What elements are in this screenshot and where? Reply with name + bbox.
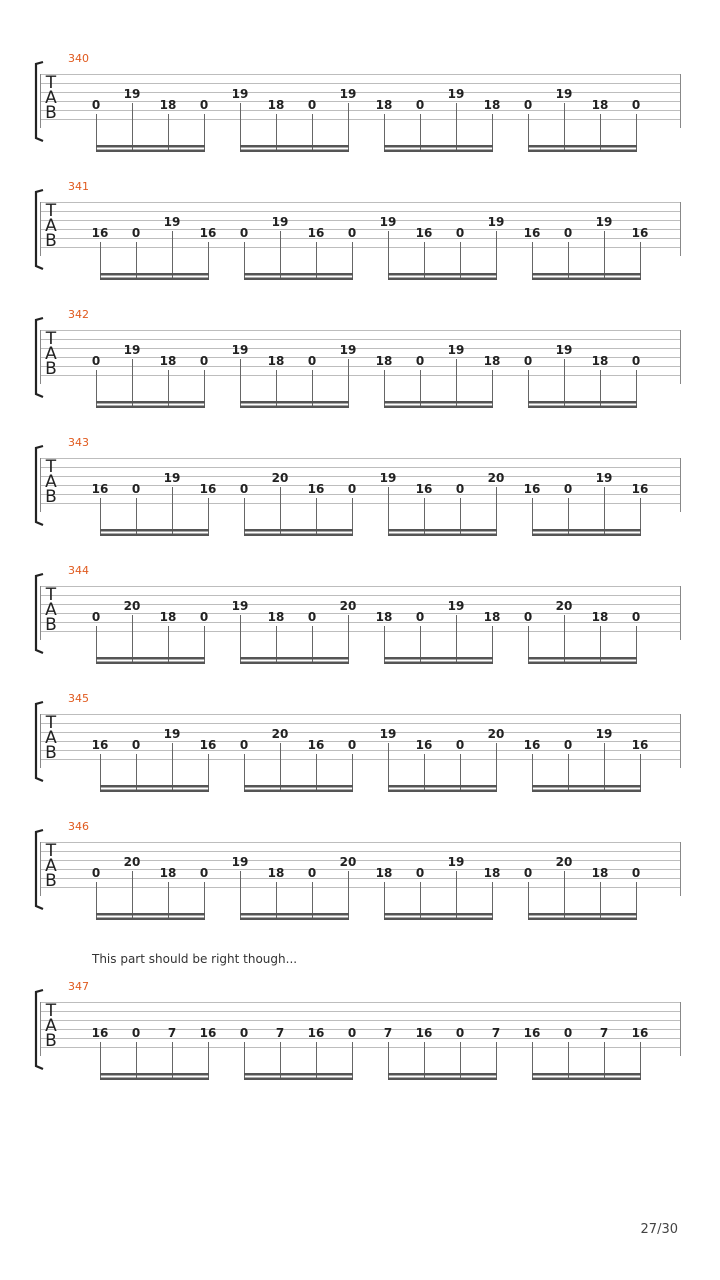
beam (244, 790, 353, 793)
measure-number: 346 (68, 820, 89, 833)
beam (384, 657, 493, 660)
measure-number: 344 (68, 564, 89, 577)
tab-note: 0 (523, 354, 533, 368)
beam (532, 273, 641, 276)
tab-clef-letter: B (45, 743, 57, 763)
tab-note: 19 (339, 87, 357, 101)
tab-note: 16 (199, 482, 217, 496)
measure-number: 345 (68, 692, 89, 705)
tab-note: 19 (163, 471, 181, 485)
tab-note: 7 (491, 1026, 501, 1040)
tab-note: 16 (307, 738, 325, 752)
tab-clef-letter: A (45, 344, 57, 364)
tab-note: 0 (131, 482, 141, 496)
tab-note: 20 (487, 471, 505, 485)
beam (100, 1078, 209, 1081)
beam (240, 406, 349, 409)
tab-note: 0 (347, 738, 357, 752)
beam (240, 145, 349, 148)
beam (528, 150, 637, 153)
tab-note: 18 (591, 610, 609, 624)
beam (388, 534, 497, 537)
tab-note: 19 (447, 855, 465, 869)
beam (100, 529, 209, 532)
beam (384, 662, 493, 665)
beam (96, 145, 205, 148)
beam (96, 657, 205, 660)
tab-note: 18 (375, 98, 393, 112)
tab-clef-letter: B (45, 103, 57, 123)
tab-note: 19 (379, 215, 397, 229)
beam (240, 662, 349, 665)
tab-note: 0 (415, 866, 425, 880)
measure-number: 342 (68, 308, 89, 321)
tab-clef-letter: B (45, 1031, 57, 1051)
beam (96, 662, 205, 665)
tab-clef-letter: T (45, 73, 57, 93)
tab-system-345 (36, 692, 681, 792)
tab-note: 0 (563, 738, 573, 752)
beam (388, 529, 497, 532)
tab-clef-letter: T (45, 713, 57, 733)
tab-system-340 (36, 52, 681, 152)
tab-note: 19 (379, 471, 397, 485)
tab-note: 19 (447, 87, 465, 101)
beam (244, 273, 353, 276)
beam (96, 406, 205, 409)
tab-note: 0 (455, 226, 465, 240)
tab-clef-letter: T (45, 585, 57, 605)
beam (388, 278, 497, 281)
tab-note: 0 (523, 866, 533, 880)
text-annotation: This part should be right though... (92, 952, 298, 966)
tab-note: 16 (91, 226, 109, 240)
beam (532, 534, 641, 537)
tab-note: 18 (591, 98, 609, 112)
tab-note: 18 (483, 98, 501, 112)
tab-clef-letter: A (45, 472, 57, 492)
beam (532, 790, 641, 793)
beam (244, 278, 353, 281)
tab-note: 0 (415, 610, 425, 624)
tab-clef-letter: A (45, 728, 57, 748)
tab-clef-letter: A (45, 1016, 57, 1036)
tab-note: 18 (159, 98, 177, 112)
tab-note: 16 (91, 482, 109, 496)
tab-note: 20 (123, 855, 141, 869)
tab-note: 0 (239, 1026, 249, 1040)
tab-clef-letter: B (45, 359, 57, 379)
beam (388, 273, 497, 276)
tab-note: 19 (487, 215, 505, 229)
tab-system-346 (36, 820, 681, 920)
beam (96, 150, 205, 153)
beam (244, 529, 353, 532)
beam (244, 534, 353, 537)
beam (244, 1078, 353, 1081)
tab-note: 0 (455, 482, 465, 496)
tab-note: 18 (267, 354, 285, 368)
beam (240, 913, 349, 916)
tab-note: 0 (415, 98, 425, 112)
beam (96, 913, 205, 916)
tab-note: 16 (307, 1026, 325, 1040)
tab-note: 20 (555, 599, 573, 613)
tab-system-341 (36, 180, 681, 280)
beam (244, 785, 353, 788)
beam (532, 278, 641, 281)
tab-note: 16 (91, 738, 109, 752)
tab-note: 0 (455, 738, 465, 752)
tab-system-343 (36, 436, 681, 536)
tab-note: 16 (415, 482, 433, 496)
tab-note: 0 (91, 610, 101, 624)
tab-note: 0 (131, 738, 141, 752)
beam (528, 913, 637, 916)
tab-note: 19 (163, 727, 181, 741)
tab-clef-letter: T (45, 201, 57, 221)
tab-clef-letter: A (45, 216, 57, 236)
tab-note: 7 (599, 1026, 609, 1040)
tab-note: 0 (631, 866, 641, 880)
beam (388, 785, 497, 788)
beam (244, 1073, 353, 1076)
beam (96, 918, 205, 921)
tab-clef-letter: T (45, 457, 57, 477)
beam (528, 662, 637, 665)
tab-note: 0 (415, 354, 425, 368)
tab-note: 16 (415, 1026, 433, 1040)
beam (100, 534, 209, 537)
beam (240, 918, 349, 921)
tab-note: 19 (271, 215, 289, 229)
tab-note: 18 (483, 354, 501, 368)
tab-note: 19 (555, 87, 573, 101)
tab-system-342 (36, 308, 681, 408)
beam (532, 529, 641, 532)
beam (528, 406, 637, 409)
beam (240, 657, 349, 660)
tab-note: 7 (167, 1026, 177, 1040)
tab-note: 7 (383, 1026, 393, 1040)
tab-note: 19 (447, 343, 465, 357)
tab-note: 18 (483, 610, 501, 624)
tab-note: 0 (563, 226, 573, 240)
tab-note: 19 (447, 599, 465, 613)
tab-note: 16 (631, 226, 649, 240)
beam (240, 401, 349, 404)
beam (384, 918, 493, 921)
tab-note: 0 (631, 610, 641, 624)
beam (100, 790, 209, 793)
tab-note: 18 (159, 866, 177, 880)
tab-note: 19 (595, 471, 613, 485)
beam (100, 278, 209, 281)
tab-note: 19 (231, 87, 249, 101)
tab-note: 18 (375, 866, 393, 880)
tab-clef-letter: A (45, 600, 57, 620)
tab-note: 0 (131, 226, 141, 240)
tab-clef-letter: A (45, 856, 57, 876)
beam (100, 1073, 209, 1076)
tab-note: 20 (339, 855, 357, 869)
tab-note: 0 (91, 354, 101, 368)
tab-note: 19 (595, 215, 613, 229)
tab-note: 0 (307, 610, 317, 624)
tab-note: 0 (199, 354, 209, 368)
tab-note: 18 (375, 354, 393, 368)
tab-note: 16 (523, 482, 541, 496)
tab-note: 19 (231, 855, 249, 869)
beam (388, 1073, 497, 1076)
tab-note: 16 (199, 1026, 217, 1040)
tab-note: 0 (239, 738, 249, 752)
tab-note: 0 (239, 226, 249, 240)
beam (528, 401, 637, 404)
tab-note: 0 (523, 610, 533, 624)
tab-clef-letter: B (45, 487, 57, 507)
tab-note: 20 (339, 599, 357, 613)
tab-clef-letter: T (45, 1001, 57, 1021)
tab-note: 18 (267, 866, 285, 880)
tab-note: 19 (231, 599, 249, 613)
beam (384, 145, 493, 148)
beam (532, 1078, 641, 1081)
beam (384, 401, 493, 404)
beam (532, 1073, 641, 1076)
beam (388, 1078, 497, 1081)
tab-note: 0 (199, 866, 209, 880)
tab-note: 16 (523, 1026, 541, 1040)
tab-note: 0 (631, 98, 641, 112)
tab-note: 0 (307, 354, 317, 368)
tab-note: 16 (307, 482, 325, 496)
tab-note: 16 (415, 738, 433, 752)
tab-note: 0 (91, 98, 101, 112)
measure-number: 341 (68, 180, 89, 193)
tab-note: 20 (271, 727, 289, 741)
tab-clef-letter: T (45, 841, 57, 861)
beam (528, 145, 637, 148)
tab-note: 0 (631, 354, 641, 368)
tab-note: 0 (91, 866, 101, 880)
tab-note: 0 (307, 866, 317, 880)
beam (96, 401, 205, 404)
tab-note: 16 (523, 226, 541, 240)
tab-note: 0 (347, 1026, 357, 1040)
tab-note: 0 (239, 482, 249, 496)
tab-note: 20 (271, 471, 289, 485)
tab-note: 0 (199, 98, 209, 112)
tab-note: 0 (563, 482, 573, 496)
tab-note: 19 (595, 727, 613, 741)
beam (388, 790, 497, 793)
tab-note: 16 (91, 1026, 109, 1040)
tab-note: 19 (123, 343, 141, 357)
tab-clef-letter: A (45, 88, 57, 108)
tab-note: 18 (483, 866, 501, 880)
tab-note: 20 (123, 599, 141, 613)
tab-note: 18 (375, 610, 393, 624)
tab-note: 20 (555, 855, 573, 869)
beam (528, 657, 637, 660)
tab-note: 16 (199, 226, 217, 240)
tab-note: 0 (131, 1026, 141, 1040)
tab-note: 19 (555, 343, 573, 357)
tab-clef-letter: T (45, 329, 57, 349)
measure-number: 343 (68, 436, 89, 449)
tab-clef-letter: B (45, 871, 57, 891)
beam (384, 913, 493, 916)
tab-note: 16 (631, 1026, 649, 1040)
tab-system-347 (36, 952, 681, 1080)
tab-note: 16 (307, 226, 325, 240)
tab-note: 18 (267, 610, 285, 624)
tab-note: 19 (231, 343, 249, 357)
tab-note: 18 (159, 354, 177, 368)
tab-note: 16 (199, 738, 217, 752)
beam (528, 918, 637, 921)
beam (532, 785, 641, 788)
measure-number: 340 (68, 52, 89, 65)
tab-note: 18 (267, 98, 285, 112)
tab-note: 18 (591, 866, 609, 880)
tab-note: 19 (379, 727, 397, 741)
tab-note: 20 (487, 727, 505, 741)
tab-note: 0 (307, 98, 317, 112)
tab-note: 19 (123, 87, 141, 101)
tab-note: 18 (591, 354, 609, 368)
tab-note: 0 (347, 482, 357, 496)
tab-note: 7 (275, 1026, 285, 1040)
beam (100, 273, 209, 276)
tab-system-344 (36, 564, 681, 664)
tab-note: 16 (523, 738, 541, 752)
tab-clef-letter: B (45, 231, 57, 251)
page-number: 27/30 (640, 1222, 678, 1237)
tab-note: 19 (163, 215, 181, 229)
measure-number: 347 (68, 980, 89, 993)
tab-clef-letter: B (45, 615, 57, 635)
beam (384, 150, 493, 153)
tab-note: 0 (455, 1026, 465, 1040)
tab-note: 16 (631, 482, 649, 496)
tab-note: 0 (199, 610, 209, 624)
beam (240, 150, 349, 153)
beam (384, 406, 493, 409)
tab-note: 18 (159, 610, 177, 624)
tab-note: 0 (347, 226, 357, 240)
beam (100, 785, 209, 788)
tab-note: 19 (339, 343, 357, 357)
tab-note: 16 (631, 738, 649, 752)
tab-note: 0 (563, 1026, 573, 1040)
tab-note: 0 (523, 98, 533, 112)
tab-note: 16 (415, 226, 433, 240)
